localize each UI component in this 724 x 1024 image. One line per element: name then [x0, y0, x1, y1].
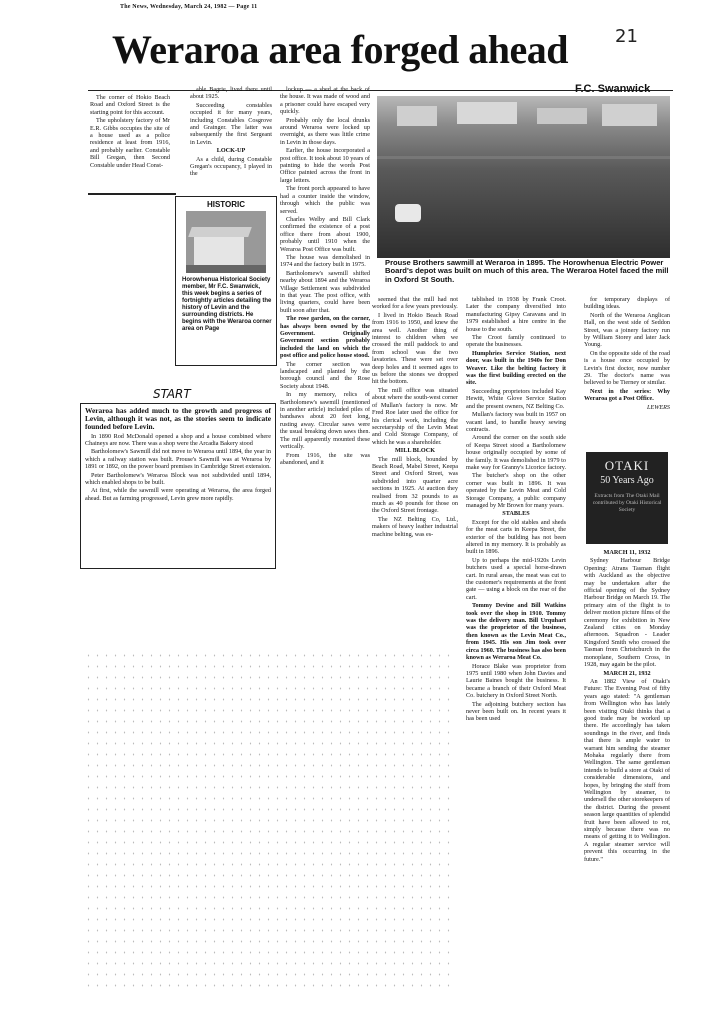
otaki-50-years-ago-box: [586, 452, 668, 544]
date-heading: MARCH 11, 1932: [603, 549, 651, 556]
subheading-lockup: LOCK-UP: [216, 147, 246, 155]
paragraph: able Bagrie, lived there until about 1925.: [190, 86, 272, 101]
paragraph: Bartholomew's Sawmill did not move to Weraroa until 1894, the year in which a railway station was built. Prouse's Sawmill was at Weraroa by 1891 or 1892, on the power board premises in Cambridge Street extension.: [85, 448, 271, 471]
paragraph: for temporary displays of building ideas.: [584, 296, 670, 311]
paragraph: Tommy Devine and Bill Watkins took over the shop in 1910. Tommy was the delivery man. Bill Urquhart was the proprietor of the business, then known as the Levin Meat Co., from 1945. His son Jim took over circa 1960. The business has also been known as Weraroa Meat Co.: [466, 602, 566, 662]
paragraph: The rose garden, on the corner, has always been owned by the Government. Originally Government section probably included the land on which the post office and police house stood.: [280, 315, 370, 360]
paragraph: tablished in 1938 by Frank Croot. Later the company diversified into manufacturing Gipsy Caravans and in 1979 established a hire centre in the house to the south.: [466, 296, 566, 333]
intro-lead: Weraroa has added much to the growth and progress of Levin, although it was not, as the stories seem to indicate founded before Levin.: [85, 406, 271, 432]
paragraph: Up to perhaps the mid-1920s Levin butchers used a special horse-drawn cart. In rural areas, the meat was cut to the customer's requirements at the front gate — using a block on the rear of the cart.: [466, 556, 566, 601]
paragraph: On the opposite side of the road is a house once occupied by Levin's first doctor, now number 29. The doctor's name was believed to be Tierney or similar.: [584, 349, 670, 387]
blank-page-area: [84, 650, 454, 990]
paragraph: Mullan's factory was built in 1957 on vacant land, to handle heavy sewing contracts.: [466, 411, 566, 433]
otaki-column: [584, 548, 670, 998]
paragraph: I lived in Hokio Beach Road from 1916 to 1950, and knew the area well. Another thing of interest to children when we crossed the mill paddock to and from school was the two lavatories. These were set over deep holes and it seemed ages to us before the stones we dropped hit the bottom.: [372, 311, 458, 386]
otaki-title: OTAKI: [604, 458, 650, 473]
paragraph: The mill office was situated about where the south-west corner of Mullan's factory is now. Mr Fred Roe later used the office for his clerical work, including the secretaryship of the Levin Meat and Cold Storage Company, of which he was a shareholder.: [372, 386, 458, 446]
subheading-stables: STABLES: [502, 510, 530, 518]
paragraph: Sydney Harbour Bridge Opening: Atrans Tasman flight with Auckland as the objective may be undertaken after the official opening of the Sydney Harbour Bridge on March 19. The primary aim of the flight is to deliver motion picture films of the ceremony for exhibition in New Zealand cities on Monday afternoon. Squadron - Leader Kingsford Smith who crossed the Tasman from Christchurch in the monoplane, Southern Cross, in 1928, may again be the pilot.: [584, 557, 670, 669]
page-header: The News, Wednesday, March 24, 1982 — Page 11: [120, 4, 258, 10]
handwritten-note: LEWERS: [646, 403, 670, 411]
article-column-3: [280, 86, 370, 636]
paragraph: seemed that the mill had not worked for a few years previously.: [372, 296, 458, 311]
paragraph: The Croot family continued to operate the businesses.: [466, 334, 566, 349]
article-column-5: [466, 296, 566, 996]
article-column-6: [584, 296, 670, 446]
handwritten-page-mark: 21: [615, 26, 638, 47]
paragraph: The adjoining butchery section has never been built on. In recent years it has been used: [466, 700, 566, 723]
byline: F.C. Swanwick: [575, 83, 651, 95]
paragraph: The butcher's shop on the other corner was built in 1896. It was operated by the Levin Meat and Cold Storage Company, a public company managed by Mr Brown for many years.: [466, 472, 566, 509]
paragraph: The upholstery factory of Mr E.R. Gibbs occupies the site of a house used as a police residence at least from 1916, and probably earlier. Constable Bill Gregan, then Second Constable under Head Const-: [90, 117, 170, 169]
paragraph: lockup — a shed at the back of the house. It was made of wood and a prisoner could have escaped very quickly.: [280, 86, 370, 116]
paragraph: As a child, during Constable Gregan's occupancy, I played in the: [190, 155, 272, 178]
paragraph: The house was demolished in 1974 and the factory built in 1975.: [280, 253, 370, 269]
paragraph: Succeeding constables occupied it for many years, including Constables Cosgrove and Grainger. The latter was subsequently the first Sergeant in Levin.: [190, 101, 272, 146]
paragraph: Succeeding proprietors included Kay Hewitt, White Glove Service Station and the present owners, NZ Belting Co.: [466, 387, 566, 410]
otaki-source: Extracts from The Otaki Mail contributed by Otaki Historical Society: [592, 493, 662, 513]
otaki-subtitle: 50 Years Ago: [600, 475, 654, 486]
paragraph: In my memory, relics of Bartholomew's sawmill (mentioned in another article) included piles of bandsaws about 20 feet long, rusting away. Circular saws were the usual breaking down saws then. The mill apparently mounted these vertically.: [280, 391, 370, 451]
date-heading: MARCH 21, 1932: [603, 669, 651, 677]
paragraph: The corner section was landscaped and planted by the borough council and the Rose Society about 1948.: [280, 360, 370, 390]
column-divider: [88, 193, 176, 195]
historic-photo: [186, 211, 266, 273]
paragraph: Humphries Service Station, next door, was built in the 1940s for Don Weaver. Like the belting factory it was the first building erected on the site.: [466, 349, 566, 387]
subheading-mill-block: MILL BLOCK: [394, 447, 436, 455]
paragraph: From 1916, the site was abandoned, and it: [280, 451, 370, 466]
intro-box: [80, 403, 276, 569]
historic-series-box: [175, 196, 277, 366]
handwritten-start-note: START: [153, 387, 191, 401]
next-in-series: Next in the series: Why Weraroa got a Post Office.: [584, 387, 670, 403]
paragraph: Probably only the local drunks around Weraroa were locked up overnight, as there was little crime in Levin in those days.: [280, 116, 370, 146]
paragraph: North of the Weraroa Anglican Hall, on the west side of Seddon Street, was a joinery factory run by William Storey and later Jack Young.: [584, 311, 670, 349]
paragraph: Earlier, the house incorporated a post office. It took about 10 years of painting to hide the words Post Office painted across the front in large letters.: [280, 147, 370, 184]
paragraph: The mill block, bounded by Beach Road, Mabel Street, Keepa Street and Oxford Street, was subdivided into quarter acre sections in 1925. At auction they realised from 32 pounds to as much as 40 pounds for those on the Oxford Street frontage.: [372, 455, 458, 515]
article-column-1: [90, 94, 170, 192]
paragraph: Horace Blake was proprietor from 1975 until 1980 when John Davies and Laurie Baines bought the business. It became a branch of their Oxford Meat Co. butchery in Oxford Street North.: [466, 662, 566, 700]
article-column-4: [372, 296, 458, 636]
sawmill-photo: [377, 96, 670, 258]
paragraph: Except for the old stables and sheds for the meat carts in Keepa Street, the exterior of the building has not been altered in my memory. It is probably as built in 1896.: [466, 518, 566, 556]
paragraph: The NZ Belting Co, Ltd., makers of heavy leather industrial machine belting, was es-: [372, 515, 458, 538]
article-column-2: [190, 86, 272, 194]
historic-box-caption: Horowhenua Historical Society member, Mr F.C. Swanwick, this week begins a series of fortnightly articles detailing the history of Levin and the surrounding districts. He begins with the Weraroa corner area on Page: [182, 277, 272, 332]
headline: Weraroa area forged ahead: [112, 27, 568, 72]
paragraph: The corner of Hokio Beach Road and Oxford Street is the starting point for this account.: [90, 94, 170, 116]
paragraph: Bartholomew's sawmill shifted nearby about 1894 and the Weraroa Village Settlement was subdivided in that year. The post office, with living quarters, could have been built soon after that.: [280, 269, 370, 314]
photo-caption: Prouse Brothers sawmill at Weraroa in 1895. The Horowhenua Electric Power Board's depot was built on much of this area. The Weraroa Hotel faced the mill in Oxford St South.: [385, 258, 669, 284]
paragraph: The front porch appeared to have had a counter inside the window, through which the public was served.: [280, 185, 370, 215]
paragraph: Charles Welby and Bill Clark confirmed the existence of a post office there from about 1900, probably until 1910 when the Weraroa Post Office was built.: [280, 215, 370, 253]
paragraph: Peter Bartholomew's Weraroa Block was not subdivided until 1894, which enabled shops to be built.: [85, 471, 271, 487]
paragraph: An 1882 View of Otaki's Future: The Evening Post of fifty years ago stated: "A gentleman from Wellington who has lately been visiting Otaki thinks that a good trade may be worked up there. He accordingly has taken soundings in the river, and finds that there is ample water to warrant him sending the steamer Mohaka regularly there from Wellington. The same gentleman intends to build a store at Otaki of considerable dimensions, and hopes, by bringing the stuff from Wellington by steamer, to undersell the other storekeepers of the district. During the present season large quantities of splendid fruit have been allowed to rot, simply because there was no means of getting it to Wellington. A regular steamer service will prevent this occurring in the future.": [584, 677, 670, 863]
paragraph: At first, while the sawmill were operating at Weraroa, the area forged ahead. But as farming progressed, Levin grew more rapidly.: [85, 487, 271, 502]
historic-box-title: HISTORIC: [206, 200, 246, 209]
paragraph: Around the corner on the south side of Keepa Street stood a Bartholomew house originally occupied by some of the family. It was demolished in 1979 to make way for Granny's Licorice factory.: [466, 434, 566, 471]
paragraph: In 1890 Rod McDonald opened a shop and a house combined where Chaineys are now. There was a shop were the Arcadia Bakery stood: [85, 432, 271, 448]
